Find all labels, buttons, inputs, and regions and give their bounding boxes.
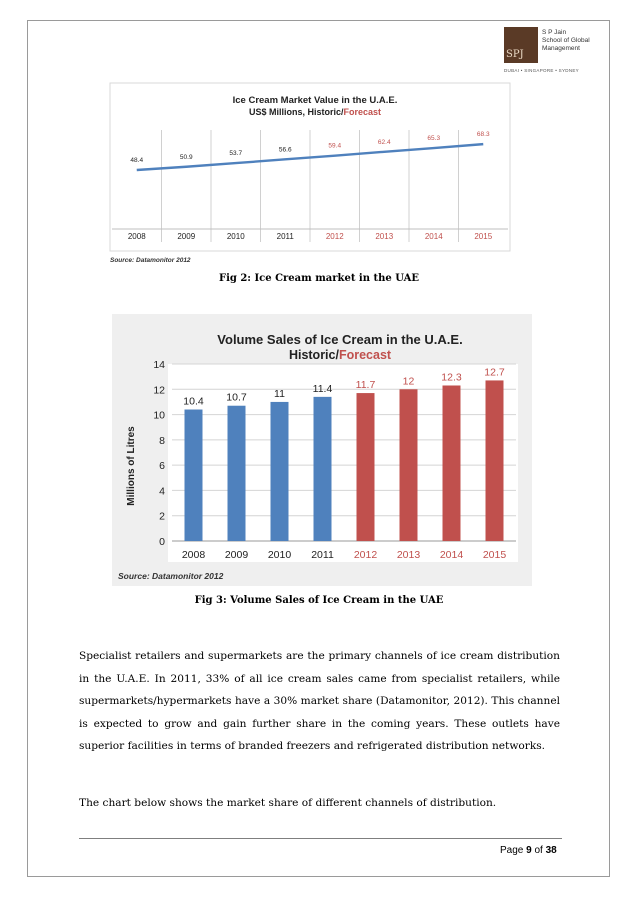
chart2-bar <box>400 389 418 541</box>
chart2-y-tick-label: 2 <box>159 510 165 523</box>
chart2-bar <box>314 397 332 541</box>
chart1-x-tick-label: 2014 <box>424 232 443 241</box>
page-of: of <box>531 845 546 856</box>
chart2-y-tick-label: 6 <box>159 460 165 473</box>
chart2-subtitle <box>289 348 392 362</box>
chart2-bar <box>357 393 375 541</box>
chart2-y-tick-label: 12 <box>153 384 165 397</box>
chart1-x-tick-label: 2012 <box>325 232 344 241</box>
page-total: 38 <box>545 845 557 856</box>
page-current: 9 <box>526 845 532 856</box>
chart2-x-tick-label: 2014 <box>439 549 464 561</box>
logo-cities: DUBAI • SINGAPORE • SYDNEY <box>504 68 579 73</box>
chart2-data-label: 12 <box>402 375 415 388</box>
chart1-data-label: 53.7 <box>229 150 243 158</box>
chart2-x-tick-label: 2008 <box>181 549 206 561</box>
chart2-data-label: 10.4 <box>183 395 204 408</box>
chart2-subtitle-forecast: Forecast <box>338 348 392 362</box>
chart1-data-label: 59.4 <box>328 142 342 150</box>
body-paragraph-1: Specialist retailers and supermarkets are the primary channels of ice cream distribution in the U.A.E. In 2011, 33% of all ice cream sales came from specialist retailers, while supermarkets/hypermarkets have a 30% market share (Datamonitor, 2012). This channel is expected to grow and gain further share in the coming years. These outlets have superior facilities in terms of branded freezers and refrigerated distribution networks. <box>79 650 560 752</box>
logo-line-2: School of Global <box>542 37 590 44</box>
chart2-y-tick-label: 0 <box>159 536 165 548</box>
logo-mark-text: SPJ <box>506 49 524 60</box>
chart2-x-tick-label: 2009 <box>224 549 249 561</box>
footer-rule <box>79 838 562 839</box>
logo-line-3: Management <box>542 45 580 52</box>
body-paragraph-2: The chart below shows the market share of different channels of distribution. <box>79 797 497 809</box>
chart2-x-tick-label: 2010 <box>267 549 292 561</box>
chart1-x-tick-label: 2011 <box>276 232 294 241</box>
chart2-x-tick-label: 2013 <box>396 549 421 561</box>
chart1-data-label: 56.6 <box>278 146 292 154</box>
chart2-x-tick-label: 2011 <box>311 549 334 561</box>
chart2-data-label: 12.7 <box>484 366 505 379</box>
chart1-x-tick-label: 2009 <box>177 232 196 241</box>
page-prefix: Page <box>500 845 527 856</box>
chart2-subtitle-prefix: Historic/ <box>288 348 339 362</box>
chart1-data-label: 68.3 <box>476 131 490 139</box>
chart2-data-label: 11.7 <box>355 379 376 392</box>
market-value-chart <box>100 82 530 266</box>
chart1-x-tick-label: 2013 <box>375 232 394 241</box>
chart2-bar <box>486 380 504 541</box>
chart2-y-axis-label: Millions of Litres <box>126 426 137 506</box>
chart1-data-label: 50.9 <box>179 153 193 161</box>
chart2-data-label: 10.7 <box>226 391 247 404</box>
fig2-caption: Fig 2: Ice Cream market in the UAE <box>218 273 420 284</box>
page-number <box>500 845 557 856</box>
chart2-data-label: 11.4 <box>312 382 333 395</box>
chart1-data-label: 48.4 <box>130 157 144 164</box>
volume-sales-chart <box>112 314 532 586</box>
chart2-bar <box>271 402 289 541</box>
chart2-title: Volume Sales of Ice Cream in the U.A.E. <box>217 332 463 347</box>
chart2-data-label: 11 <box>274 387 285 400</box>
chart2-y-tick-label: 8 <box>159 434 165 447</box>
chart2-y-tick-label: 10 <box>153 409 165 422</box>
chart1-title: Ice Cream Market Value in the U.A.E. <box>232 95 398 106</box>
chart1-subtitle <box>249 107 381 117</box>
chart2-data-label: 12.3 <box>441 371 462 384</box>
chart2-bar <box>228 406 246 541</box>
chart1-data-label: 62.4 <box>377 138 391 146</box>
chart2-bar <box>185 410 203 541</box>
chart2-source: Source: Datamonitor 2012 <box>118 571 224 581</box>
chart2-plot-area <box>168 364 518 562</box>
chart1-subtitle-forecast: Forecast <box>343 107 382 117</box>
sp-jain-logo <box>500 27 610 77</box>
chart1-x-tick-label: 2010 <box>226 232 245 241</box>
chart2-bar <box>443 385 461 541</box>
chart1-subtitle-prefix: US$ Millions, Historic/ <box>248 107 344 117</box>
chart2-x-tick-label: 2012 <box>353 549 378 561</box>
chart2-y-tick-label: 14 <box>153 359 165 371</box>
logo-line-1: S P Jain <box>542 29 567 36</box>
chart1-x-tick-label: 2008 <box>127 232 146 241</box>
logo-text <box>542 29 590 53</box>
chart1-source: Source: Datamonitor 2012 <box>110 257 191 264</box>
logo-mark <box>504 27 538 63</box>
chart2-y-tick-label: 4 <box>159 485 165 498</box>
fig3-caption: Fig 3: Volume Sales of Ice Cream in the UAE <box>194 595 444 606</box>
chart1-data-label: 65.3 <box>427 135 441 143</box>
chart1-x-tick-label: 2015 <box>474 232 493 241</box>
chart2-x-tick-label: 2015 <box>482 549 507 561</box>
